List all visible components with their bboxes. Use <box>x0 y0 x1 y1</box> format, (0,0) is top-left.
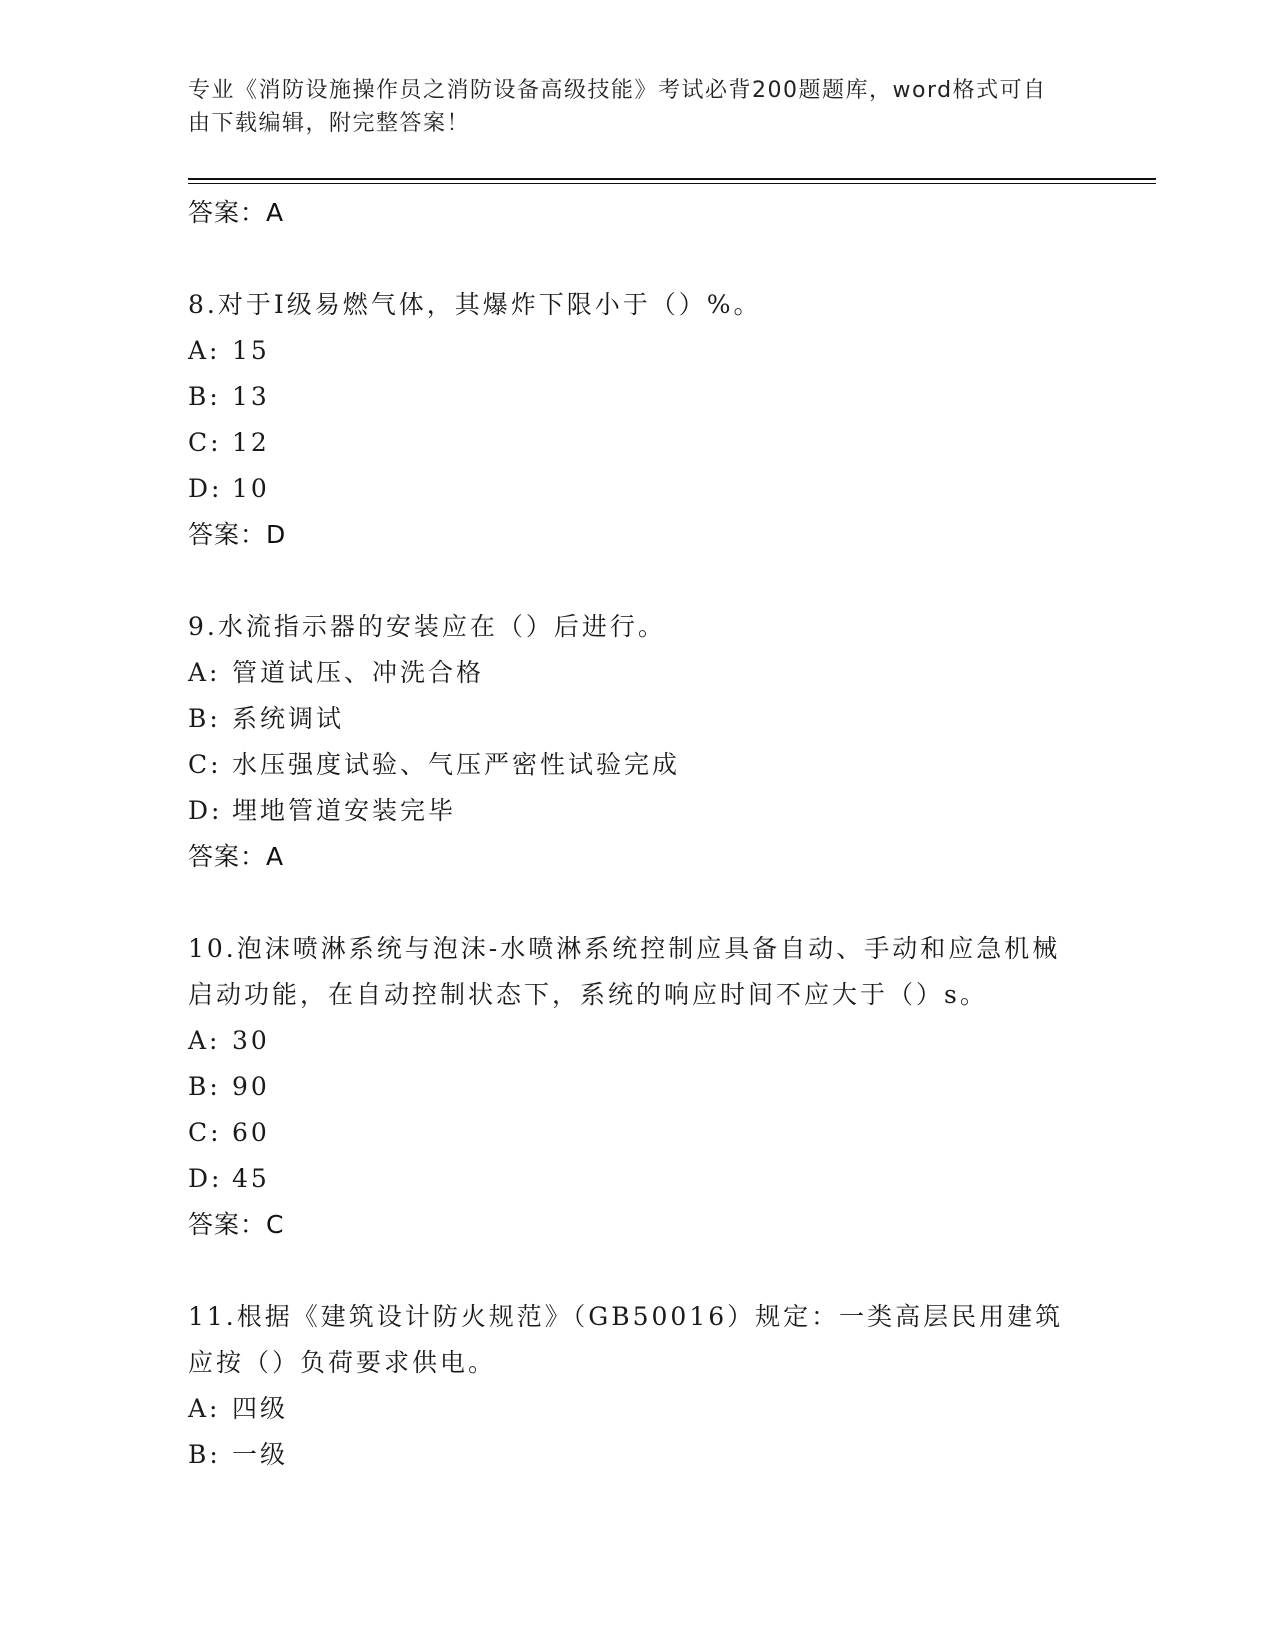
option-key: D: <box>188 474 223 503</box>
option-text: 13 <box>232 382 270 411</box>
option-key: A: <box>188 1394 221 1423</box>
option-item <box>188 1432 1068 1478</box>
answer-line <box>188 834 1068 880</box>
option-text: 一级 <box>232 1440 289 1469</box>
option-item <box>188 696 1068 742</box>
option-item <box>188 1018 1068 1064</box>
option-item <box>188 420 1068 466</box>
option-item <box>188 374 1068 420</box>
option-text: 45 <box>232 1164 270 1193</box>
option-item <box>188 466 1068 512</box>
answer-line <box>188 512 1068 558</box>
option-key: C: <box>188 750 222 779</box>
option-text: 10 <box>232 474 270 503</box>
question-block <box>188 604 1068 880</box>
option-key: D: <box>188 1164 223 1193</box>
question-list <box>188 190 1068 1478</box>
answer-line <box>188 1202 1068 1248</box>
option-item <box>188 742 1068 788</box>
question-block <box>188 926 1068 1248</box>
option-key: D: <box>188 796 223 825</box>
question-text: 11.根据《建筑设计防火规范》（GB50016）规定：一类高层民用建筑应按（）负荷要求供电。 <box>188 1302 1064 1377</box>
option-text: 15 <box>232 336 270 365</box>
header-text: 专业《消防设施操作员之消防设备高级技能》考试必背200题题库，word格式可自由下载编辑，附完整答案！ <box>188 78 1047 136</box>
answer-label: 答案： <box>188 520 267 549</box>
question-block <box>188 282 1068 558</box>
option-item <box>188 1156 1068 1202</box>
option-item <box>188 1064 1068 1110</box>
option-key: B: <box>188 1072 221 1101</box>
option-key: A: <box>188 336 221 365</box>
question-text: 8.对于Ⅰ级易燃气体，其爆炸下限小于（）%。 <box>188 290 762 319</box>
document-header <box>188 74 1068 140</box>
option-key: C: <box>188 428 222 457</box>
answer-value: D <box>266 520 287 549</box>
option-text: 水压强度试验、气压严密性试验完成 <box>232 750 681 779</box>
answer-value: A <box>266 198 285 227</box>
option-item <box>188 650 1068 696</box>
header-divider-thin <box>188 183 1156 184</box>
option-text: 埋地管道安装完毕 <box>232 796 457 825</box>
option-text: 60 <box>232 1118 270 1147</box>
answer-label: 答案： <box>188 842 267 871</box>
option-text: 四级 <box>232 1394 289 1423</box>
header-divider-thick <box>188 178 1156 180</box>
answer-value: C <box>266 1210 285 1239</box>
option-text: 12 <box>232 428 270 457</box>
option-item <box>188 1110 1068 1156</box>
option-key: A: <box>188 1026 221 1055</box>
question-block <box>188 1294 1068 1478</box>
option-text: 30 <box>232 1026 270 1055</box>
answer-line <box>188 190 1068 236</box>
option-item <box>188 328 1068 374</box>
option-key: C: <box>188 1118 222 1147</box>
answer-label: 答案： <box>188 198 267 227</box>
answer-label: 答案： <box>188 1210 267 1239</box>
question-text: 9.水流指示器的安装应在（）后进行。 <box>188 612 666 641</box>
option-text: 管道试压、冲洗合格 <box>232 658 485 687</box>
option-item <box>188 1386 1068 1432</box>
question-text: 10.泡沫喷淋系统与泡沫-水喷淋系统控制应具备自动、手动和应急机械启动功能，在自动控制状态下，系统的响应时间不应大于（）s。 <box>188 934 1061 1009</box>
option-key: B: <box>188 1440 221 1469</box>
answer-value: A <box>266 842 285 871</box>
option-key: A: <box>188 658 221 687</box>
option-text: 90 <box>232 1072 270 1101</box>
option-key: B: <box>188 382 221 411</box>
option-item <box>188 788 1068 834</box>
option-text: 系统调试 <box>232 704 345 733</box>
option-key: B: <box>188 704 221 733</box>
